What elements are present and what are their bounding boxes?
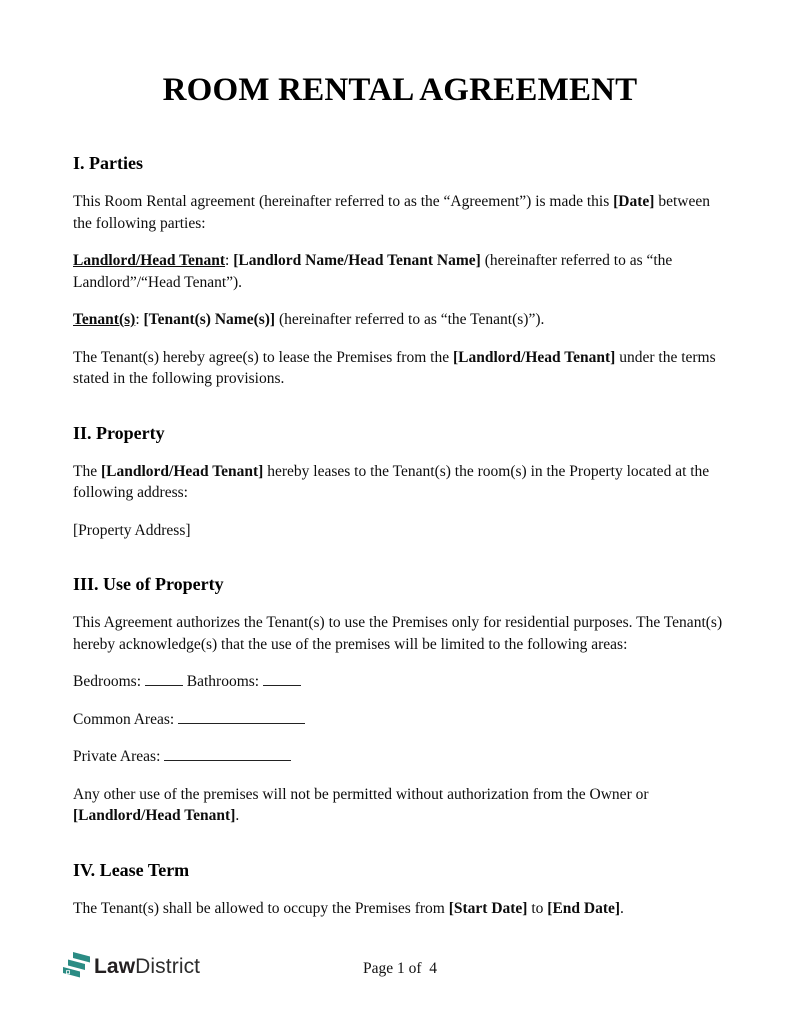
body-text: Any other use of the premises will not be permitted without authorization from the Owner or [73,785,649,803]
section-heading: IV. Lease Term [73,859,190,880]
emphasis-text: [Landlord Name/Head Tenant Name] [233,252,481,269]
lawdistrict-logo-icon [63,952,90,982]
emphasis-text: [Date] [613,193,655,210]
section-4 [73,860,727,920]
page-number-indicator: Page 1 of 4 [362,960,438,977]
emphasis-text: [Start Date] [448,899,528,917]
body-text: between the following parties: [73,193,710,232]
body-text: This Room Rental agreement (hereinafter referred to as the “Agreement”) is made this [73,193,614,210]
logo-text-district: District [135,955,201,978]
body-text: The Tenant(s) shall be allowed to occupy the Premises from [73,899,449,917]
lawdistrict-logo [63,952,200,982]
body-text: Private Areas: [73,748,165,765]
document-sections [73,153,727,919]
body-text: . [620,899,624,917]
fill-in-blank [145,672,183,686]
body-text: This Agreement authorizes the Tenant(s) to use the Premises only for residential purposes. The Tenant(s) hereby acknowledge(s) that the use of the premises will be limited to the following areas: [73,614,723,653]
emphasis-text: [Landlord/Head Tenant] [452,348,616,366]
body-text: [Property Address] [73,521,191,539]
body-text: : [135,311,144,328]
body-text: (hereinafter referred to as “the Landlord”/“Head Tenant”). [73,252,673,291]
body-text: Common Areas: [73,710,179,728]
section-heading: I. Parties [73,153,143,173]
body-text: The Tenant(s) hereby agree(s) to lease the Premises from the [73,348,453,366]
body-text: . [235,807,240,824]
fill-in-blank [164,747,291,761]
paragraph [73,784,727,827]
paragraph [73,898,727,920]
paragraph [73,671,727,693]
emphasis-text: [Tenant(s) Name(s)] [143,311,276,328]
lawdistrict-logo-text [94,955,200,979]
body-text: : [225,252,234,269]
emphasis-text: Tenant(s) [73,311,136,328]
fill-in-blank [178,710,305,724]
paragraph [73,746,727,768]
paragraph [73,250,727,293]
document-title: ROOM RENTAL AGREEMENT [162,72,638,108]
emphasis-text: Landlord/Head Tenant [73,252,226,269]
paragraph [73,612,727,655]
paragraph [73,709,727,731]
body-text: Bedrooms: [73,673,145,690]
fill-in-blank [263,672,301,686]
section-heading: III. Use of Property [73,574,224,594]
body-text: to [527,899,548,917]
paragraph [73,520,727,542]
paragraph [73,309,727,331]
body-text: under the terms stated in the following provisions. [73,348,716,387]
emphasis-text: [End Date] [547,899,621,917]
logo-text-law: Law [94,955,136,978]
section-3 [73,574,727,827]
paragraph [73,461,727,504]
page-footer [0,946,800,998]
body-text: The [73,462,101,480]
section-2 [73,423,727,542]
emphasis-text: [Landlord/Head Tenant] [73,807,236,824]
body-text: Bathrooms: [182,673,263,690]
paragraph [73,347,727,390]
body-text: hereby leases to the Tenant(s) the room(s) in the Property located at the following address: [73,462,710,501]
emphasis-text: [Landlord/Head Tenant] [100,462,264,480]
section-heading: II. Property [73,422,165,443]
section-1 [73,153,727,390]
body-text: (hereinafter referred to as “the Tenant(s)”). [275,311,545,328]
paragraph [73,191,727,234]
